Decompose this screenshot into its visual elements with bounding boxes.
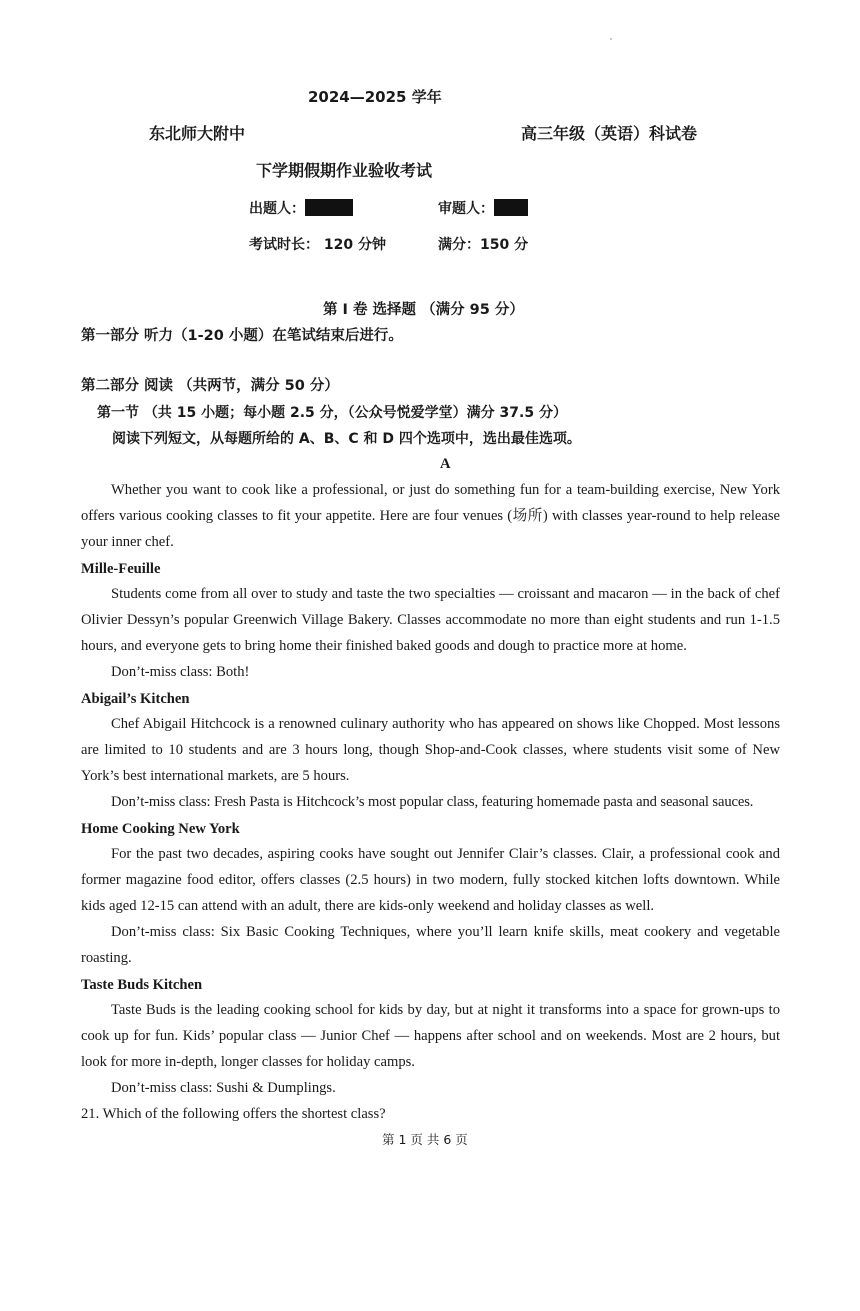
reviewer-label: 审题人：: [438, 201, 494, 217]
setter-label: 出题人：: [249, 201, 305, 217]
volume-heading: 第 I 卷 选择题 （满分 95 分）: [323, 302, 524, 318]
redacted-name-block: [305, 199, 353, 216]
scan-speck: [610, 38, 612, 40]
section1-heading: 第一节 （共 15 小题；每小题 2.5 分，（公众号悦爱学堂）满分 37.5 分）: [97, 405, 567, 421]
passage-letter: A: [440, 456, 451, 472]
dont-miss-class: Don’t-miss class: Sushi & Dumplings.: [111, 1080, 336, 1096]
dont-miss-class: Don’t-miss class: Fresh Pasta is Hitchcock’s most popular class, featuring homemade pasta and seasonal sauces.: [111, 794, 754, 810]
question-reviewer: [438, 198, 528, 218]
dont-miss-class: Don’t-miss class: Both!: [111, 664, 250, 680]
passage-intro: Whether you want to cook like a professional, or just do something fun for a team-building exercise, New York offers various cooking classes to fit your appetite. Here are four venues (场所) with classes year-round to help release your inner chef.: [81, 482, 780, 550]
exam-duration: 考试时长： 120 分钟: [249, 237, 386, 253]
venue-heading: Abigail’s Kitchen: [81, 691, 190, 707]
page-number: 第 1 页 共 6 页: [382, 1132, 468, 1147]
dont-miss-class: Don’t-miss class: Six Basic Cooking Techniques, where you’ll learn knife skills, meat cookery and vegetable roasting.: [81, 924, 780, 966]
redacted-name-block: [494, 199, 528, 216]
exam-subject: 高三年级（英语）科试卷: [521, 124, 698, 143]
venue-description: Chef Abigail Hitchcock is a renowned culinary authority who has appeared on shows like Chopped. Most lessons are limited to 10 students and are 3 hours long, though Shop-and-Cook classes, where students visit some of New York’s best international markets, are 5 hours.: [81, 716, 780, 784]
venue-description: Students come from all over to study and taste the two specialties — croissant and macaron — in the back of chef Olivier Dessyn’s popular Greenwich Village Bakery. Classes accommodate no more than eight students and run 1-1.5 hours, and everyone gets to bring home their finished baked goods and dough to practice more at home.: [81, 586, 780, 654]
full-score: 满分：150 分: [438, 237, 529, 253]
venue-heading: Taste Buds Kitchen: [81, 977, 203, 993]
part1-listening-heading: 第一部分 听力（1-20 小题）在笔试结束后进行。: [81, 328, 403, 344]
school-year: 2024—2025 学年: [308, 88, 442, 106]
venue-heading: Mille-Feuille: [81, 561, 161, 577]
question-setter: [249, 198, 353, 218]
question-21: 21. Which of the following offers the shortest class?: [81, 1106, 386, 1122]
venue-description: For the past two decades, aspiring cooks have sought out Jennifer Clair’s classes. Clair, a professional cook and former magazine food editor, offers classes (2.5 hours) in two modern, fully stocked kitchen lofts downtown. While kids aged 12-15 can attend with an adult, there are kids-only weekend and holiday classes as well.: [81, 846, 780, 914]
reading-instruction: 阅读下列短文，从每题所给的 A、B、C 和 D 四个选项中，选出最佳选项。: [112, 431, 581, 447]
school-name: 东北师大附中: [149, 124, 246, 143]
part2-reading-heading: 第二部分 阅读 （共两节，满分 50 分）: [81, 378, 339, 394]
venue-heading: Home Cooking New York: [81, 821, 240, 837]
venue-description: Taste Buds is the leading cooking school for kids by day, but at night it transforms into a space for grown-ups to cook up for fun. Kids’ popular class — Junior Chef — happens after school and on weekends. Most are 2 hours, but look for more in-depth, longer classes for holiday camps.: [81, 1002, 780, 1070]
exam-name: 下学期假期作业验收考试: [256, 161, 433, 180]
